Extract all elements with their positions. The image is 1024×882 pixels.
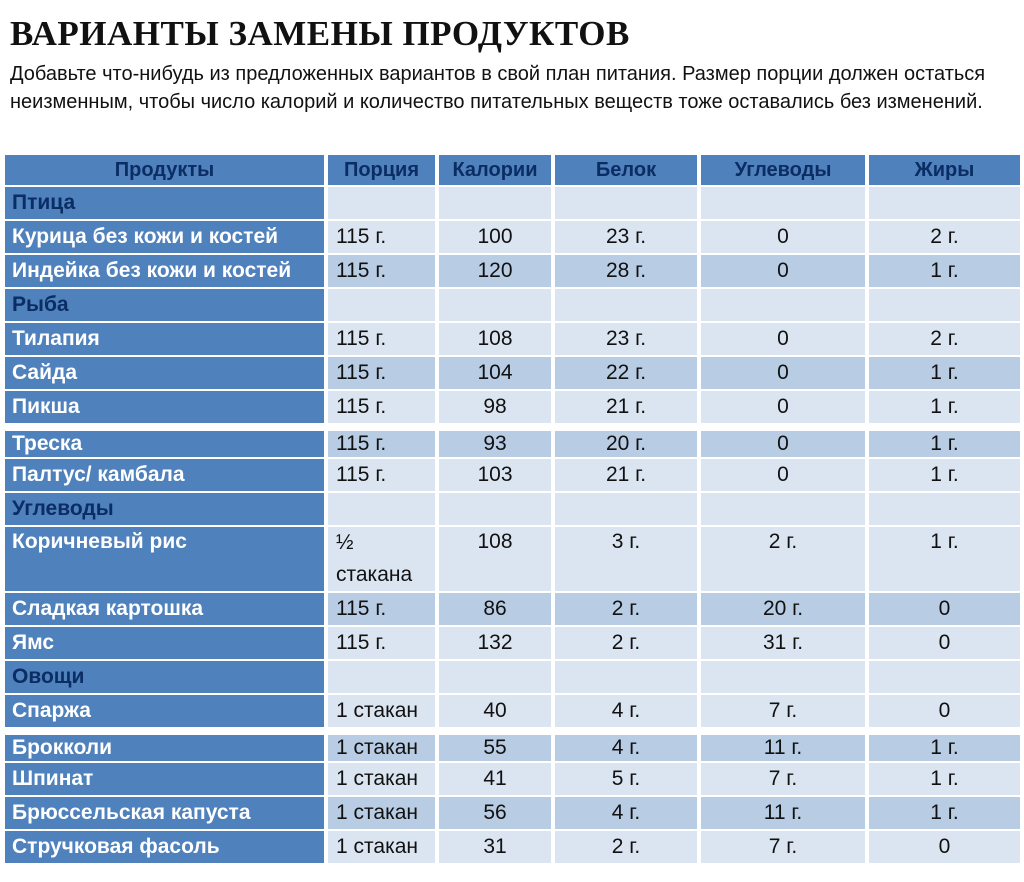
cell-fat: 1 г. — [869, 763, 1020, 797]
table-row — [5, 357, 1020, 391]
cell-protein: 5 г. — [555, 763, 701, 797]
category-empty-calories — [439, 187, 555, 221]
cell-calories: 103 — [439, 459, 555, 493]
product-name: Треска — [5, 425, 328, 459]
cell-portion: 115 г. — [328, 627, 439, 661]
table-row — [5, 255, 1020, 289]
cell-carbs: 7 г. — [701, 695, 869, 729]
cell-protein: 20 г. — [555, 425, 701, 459]
product-name: Спаржа — [5, 695, 328, 729]
cell-carbs: 0 — [701, 221, 869, 255]
cell-protein: 2 г. — [555, 593, 701, 627]
category-empty-carbs — [701, 187, 869, 221]
cell-carbs: 11 г. — [701, 797, 869, 831]
table-row — [5, 527, 1020, 593]
cell-carbs: 0 — [701, 391, 869, 425]
cell-portion: 115 г. — [328, 425, 439, 459]
product-name: Ямс — [5, 627, 328, 661]
column-header-products: Продукты — [5, 155, 328, 187]
cell-protein: 2 г. — [555, 627, 701, 661]
cell-portion: 1 стакан — [328, 831, 439, 865]
category-empty-portion — [328, 493, 439, 527]
table-row — [5, 221, 1020, 255]
cell-protein: 4 г. — [555, 729, 701, 763]
cell-protein: 3 г. — [555, 527, 701, 593]
cell-calories: 120 — [439, 255, 555, 289]
category-name: Овощи — [5, 661, 328, 695]
category-row — [5, 493, 1020, 527]
column-header-carbs: Углеводы — [701, 155, 869, 187]
category-row — [5, 661, 1020, 695]
cell-fat: 1 г. — [869, 797, 1020, 831]
table-body — [5, 187, 1020, 865]
cell-portion: 115 г. — [328, 459, 439, 493]
cell-protein: 28 г. — [555, 255, 701, 289]
cell-portion: ½ стакана — [328, 527, 439, 593]
category-empty-protein — [555, 289, 701, 323]
category-empty-fat — [869, 493, 1020, 527]
table-row — [5, 831, 1020, 865]
cell-portion: 1 стакан — [328, 729, 439, 763]
table-row — [5, 425, 1020, 459]
cell-carbs: 0 — [701, 459, 869, 493]
category-name: Рыба — [5, 289, 328, 323]
product-name: Брюссельская капуста — [5, 797, 328, 831]
column-header-portion: Порция — [328, 155, 439, 187]
intro-text: Добавьте что-нибудь из предложенных вариантов в свой план питания. Размер порции должен остаться неизменным, чтобы число калорий и количество питательных веществ тоже оставались без изменений. — [10, 63, 986, 113]
cell-fat: 1 г. — [869, 527, 1020, 593]
cell-protein: 21 г. — [555, 459, 701, 493]
table-header-row — [5, 155, 1020, 187]
cell-calories: 41 — [439, 763, 555, 797]
cell-protein: 23 г. — [555, 221, 701, 255]
cell-carbs: 31 г. — [701, 627, 869, 661]
category-row — [5, 187, 1020, 221]
cell-calories: 132 — [439, 627, 555, 661]
product-name: Курица без кожи и костей — [5, 221, 328, 255]
cell-calories: 56 — [439, 797, 555, 831]
column-header-protein: Белок — [555, 155, 701, 187]
cell-fat: 1 г. — [869, 459, 1020, 493]
cell-fat: 0 — [869, 627, 1020, 661]
category-empty-carbs — [701, 661, 869, 695]
category-empty-calories — [439, 661, 555, 695]
category-empty-calories — [439, 289, 555, 323]
cell-fat: 1 г. — [869, 357, 1020, 391]
product-name: Сайда — [5, 357, 328, 391]
cell-fat: 1 г. — [869, 425, 1020, 459]
category-empty-portion — [328, 661, 439, 695]
table-row — [5, 763, 1020, 797]
cell-calories: 93 — [439, 425, 555, 459]
cell-fat: 0 — [869, 695, 1020, 729]
cell-portion: 115 г. — [328, 593, 439, 627]
cell-portion: 115 г. — [328, 255, 439, 289]
cell-calories: 31 — [439, 831, 555, 865]
cell-carbs: 2 г. — [701, 527, 869, 593]
category-empty-protein — [555, 661, 701, 695]
cell-carbs: 11 г. — [701, 729, 869, 763]
product-name: Сладкая картошка — [5, 593, 328, 627]
cell-calories: 98 — [439, 391, 555, 425]
cell-fat: 2 г. — [869, 221, 1020, 255]
category-name: Птица — [5, 187, 328, 221]
cell-portion: 115 г. — [328, 391, 439, 425]
cell-fat: 0 — [869, 593, 1020, 627]
cell-protein: 2 г. — [555, 831, 701, 865]
category-empty-fat — [869, 187, 1020, 221]
column-header-calories: Калории — [439, 155, 555, 187]
cell-fat: 2 г. — [869, 323, 1020, 357]
table-row — [5, 627, 1020, 661]
cell-protein: 4 г. — [555, 695, 701, 729]
cell-portion: 115 г. — [328, 221, 439, 255]
cell-calories: 55 — [439, 729, 555, 763]
cell-calories: 108 — [439, 323, 555, 357]
cell-protein: 23 г. — [555, 323, 701, 357]
cell-fat: 1 г. — [869, 391, 1020, 425]
cell-protein: 21 г. — [555, 391, 701, 425]
table-row — [5, 323, 1020, 357]
category-empty-protein — [555, 493, 701, 527]
table-row — [5, 695, 1020, 729]
cell-fat: 1 г. — [869, 255, 1020, 289]
category-empty-carbs — [701, 493, 869, 527]
product-name: Коричневый рис — [5, 527, 328, 593]
product-name: Шпинат — [5, 763, 328, 797]
column-header-fat: Жиры — [869, 155, 1020, 187]
category-empty-carbs — [701, 289, 869, 323]
category-empty-protein — [555, 187, 701, 221]
cell-protein: 22 г. — [555, 357, 701, 391]
product-name: Тилапия — [5, 323, 328, 357]
product-name: Пикша — [5, 391, 328, 425]
category-empty-calories — [439, 493, 555, 527]
category-row — [5, 289, 1020, 323]
cell-portion: 1 стакан — [328, 695, 439, 729]
cell-portion: 1 стакан — [328, 763, 439, 797]
product-name: Индейка без кожи и костей — [5, 255, 328, 289]
cell-calories: 108 — [439, 527, 555, 593]
cell-carbs: 0 — [701, 255, 869, 289]
cell-calories: 104 — [439, 357, 555, 391]
category-empty-fat — [869, 289, 1020, 323]
table-row — [5, 459, 1020, 493]
cell-portion: 1 стакан — [328, 797, 439, 831]
product-name: Палтус/ камбала — [5, 459, 328, 493]
cell-calories: 100 — [439, 221, 555, 255]
cell-fat: 1 г. — [869, 729, 1020, 763]
category-name: Углеводы — [5, 493, 328, 527]
cell-portion: 115 г. — [328, 357, 439, 391]
product-name: Стручковая фасоль — [5, 831, 328, 865]
table-row — [5, 391, 1020, 425]
cell-carbs: 0 — [701, 323, 869, 357]
cell-carbs: 0 — [701, 425, 869, 459]
product-name: Брокколи — [5, 729, 328, 763]
table-row — [5, 797, 1020, 831]
cell-calories: 86 — [439, 593, 555, 627]
cell-fat: 0 — [869, 831, 1020, 865]
page-title: ВАРИАНТЫ ЗАМЕНЫ ПРОДУКТОВ — [10, 14, 630, 53]
cell-carbs: 7 г. — [701, 763, 869, 797]
category-empty-portion — [328, 187, 439, 221]
cell-carbs: 0 — [701, 357, 869, 391]
cell-calories: 40 — [439, 695, 555, 729]
table-row — [5, 729, 1020, 763]
category-empty-fat — [869, 661, 1020, 695]
substitution-table — [5, 155, 1020, 865]
cell-protein: 4 г. — [555, 797, 701, 831]
category-empty-portion — [328, 289, 439, 323]
cell-carbs: 7 г. — [701, 831, 869, 865]
cell-carbs: 20 г. — [701, 593, 869, 627]
table-row — [5, 593, 1020, 627]
cell-portion: 115 г. — [328, 323, 439, 357]
